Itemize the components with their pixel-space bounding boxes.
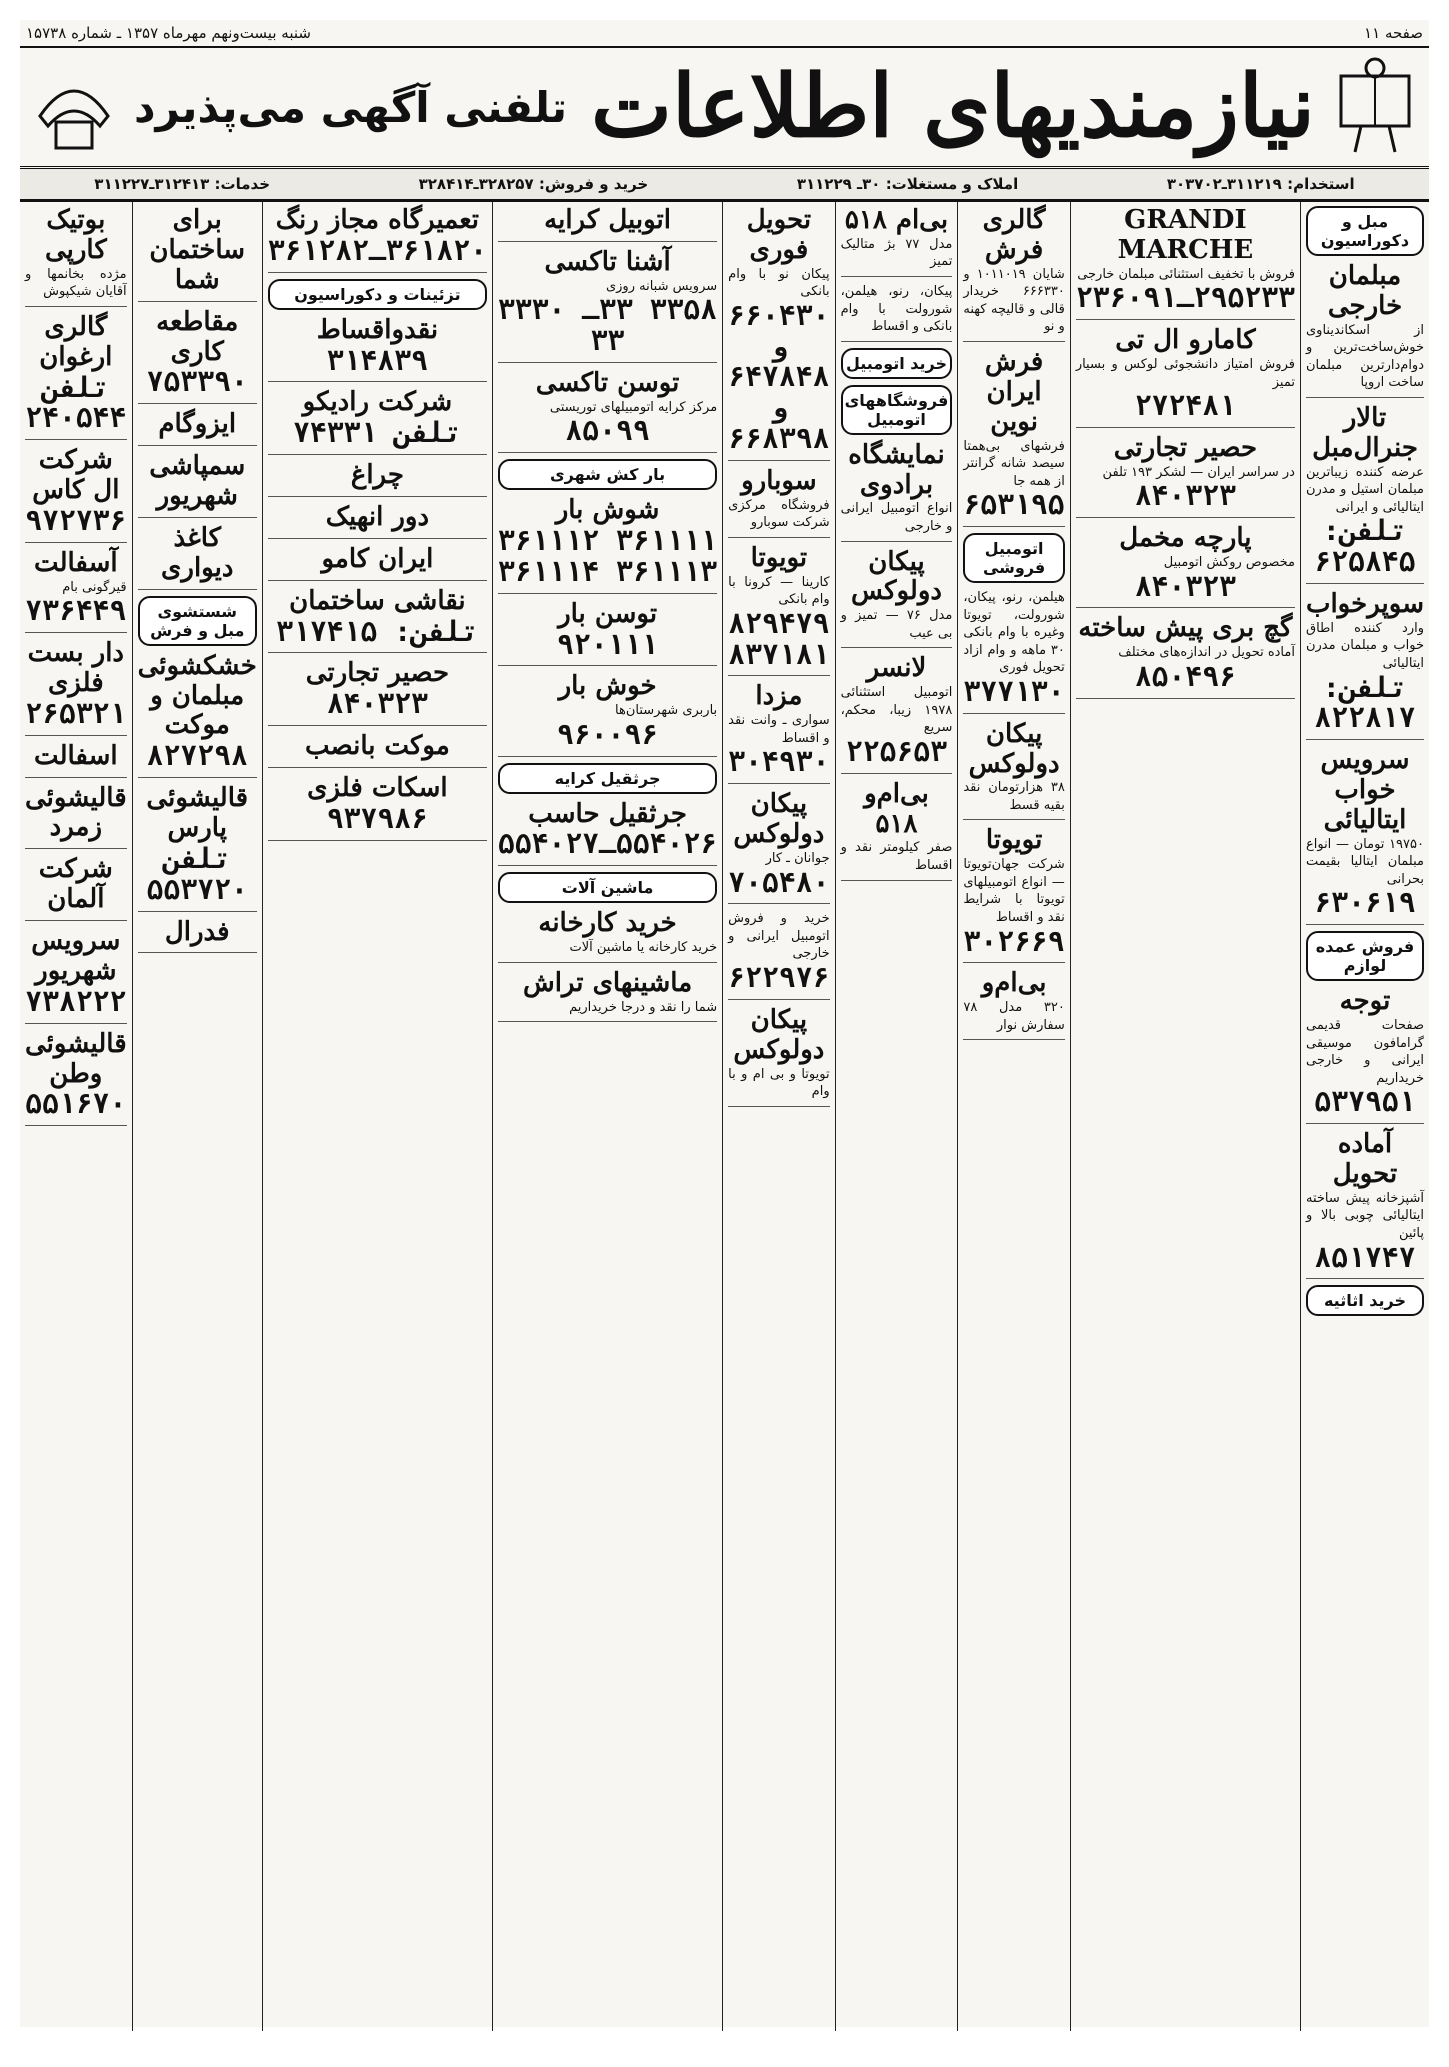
category-heading: اتومبیل فروشی [963,533,1064,583]
ad-phone: تلفن: ۸۲۲۸۱۷ [1314,670,1416,735]
classified-ad [268,545,487,581]
classified-ad [138,652,257,778]
phone-group: خرید و فروش: ۳۲۸۲۵۷ـ۳۲۸۴۱۴ [418,175,649,193]
ad-phone: ۹۲۰۱۱۱ [556,627,659,661]
ad-title: توسن تاکسی [535,367,680,398]
ad-body: فرشهای بی‌همتا سیصد شانه گرانتر از همه جا [963,438,1065,489]
classified-ad [841,780,953,881]
ad-title: برای ساختمان شما [149,205,246,295]
ad-body: جوانان ـ کار [765,850,830,866]
ad-body: مرکز کرایه اتومبیلهای توریستی [549,399,718,415]
classified-ad [138,918,257,954]
classified-ad [963,589,1064,714]
ad-phone: تلفن ۲۴۰۵۴۴ [25,370,127,435]
classified-ad [25,1030,127,1127]
ad-body: مژده بخانمها و آقایان شیکپوش [25,266,127,300]
classified-ad [963,826,1064,963]
ad-phone: ۸۴۰۳۲۳ [1134,479,1236,513]
ad-title: سوبارو [741,465,817,496]
ad-title: قالیشوئی زمرد [25,782,127,843]
classified-ad [728,1006,829,1107]
classified-ad [1306,746,1424,925]
ad-column [835,202,958,2031]
ad-column [722,202,834,2031]
ad-phone: ۸۵۰۴۹۶ [1134,659,1236,693]
ad-phone: ۷۰۵۴۸۰ [728,865,830,899]
classified-ad [841,654,953,773]
ad-column [20,202,132,2031]
ad-title: کامارو ال تی [1115,325,1256,356]
telephone-illustration-icon [30,56,118,156]
classified-ad [1076,614,1295,698]
classified-ad [498,248,717,363]
classified-ad [25,206,127,307]
ad-title: اسکات فلزی [307,773,448,803]
ad-phone: ۶۲۲۹۷۶ [728,960,830,994]
ad-body: شما را نقد و درجا خریداریم [569,999,718,1015]
ad-title: ایران کامو [321,543,434,574]
classified-ad [268,316,487,383]
ad-title: تویوتا [750,542,808,573]
classified-ad [498,969,717,1022]
ad-title: گچ بری پیش ساخته [1078,613,1293,644]
ad-body: انواع اتومبیل ایرانی و خارجی [840,501,953,534]
classified-ad [728,467,829,538]
ad-title: شرکت آلمان [38,854,113,915]
ad-title: تحویل فوری [746,205,812,265]
phone-bar [20,169,1429,202]
classified-ad [138,308,257,405]
ad-title: فدرال [164,916,230,947]
ad-body: پیکان، رنو، هیلمن، شورولت با وام بانکی و اقساط [840,283,953,335]
ad-body: عرضه کننده زیباترین مبلمان استیل و مدرن ایتالیائی و ایرانی [1305,464,1424,515]
ad-title: توسن بار [558,598,658,629]
classified-ad [498,800,717,867]
ad-body: ۳۲۰ مدل ۷۸ سفارش نوار [963,1000,1065,1033]
classified-ad [728,544,829,677]
ad-body: ۱۹۷۵۰ تومان — انواع مبلمان ایتالیا بقیمت بحرانی [1305,836,1424,887]
classified-ad [25,855,127,921]
ad-body: قیرگونی بام [62,579,127,595]
ad-title: بوتیک کارپی [44,205,107,265]
ad-column [492,202,722,2031]
classified-ad [841,441,953,542]
ad-title: موکت بانصب [305,731,450,762]
classified-ad [963,720,1064,821]
ad-phone: ۹۷۲۷۳۶ [25,504,127,538]
ad-body: خرید و فروش اتومبیل ایرانی و خارجی [728,911,830,962]
ad-title: خشکشوئی مبلمان و موکت [137,650,257,741]
ad-title: پیکان دولوکس [968,718,1060,779]
category-heading: تزئینات و دکوراسیون [268,279,487,310]
classified-ad [498,369,717,453]
ad-title: گالری فرش [982,205,1046,265]
ad-body: سواری ـ وانت نقد و اقساط [728,713,830,746]
classified-ad [25,549,127,633]
ad-phone: ۳۱۴۸۳۹ [326,343,428,377]
classified-ad [728,790,829,904]
ad-title: پیکان دولوکس [733,1004,825,1065]
ad-body: مدل ۷۷ بژ متالیک تمیز [840,236,953,270]
phone-group: املاک و مستغلات: ۳۰ـ ۳۱۱۲۲۹ [796,175,1019,193]
ad-body: آماده تحویل در اندازه‌های مختلف [1118,645,1295,661]
ad-title: سوپرخواب [1305,588,1424,619]
ad-body: در سراسر ایران — لشکر ۱۹۳ تلفن [1102,464,1295,480]
ad-title: حصیر تجارتی [305,658,450,689]
classified-ad [268,503,487,539]
ad-column [132,202,262,2031]
ad-column [1070,202,1300,2031]
classified-ad [25,639,127,736]
classified-ad [138,524,257,590]
ad-phone: ۳۶۱۸۲۰ـ۳۶۱۲۸۲ [267,233,487,267]
ad-title: ماشینهای تراش [522,967,693,998]
phone-group: خدمات: ۳۱۲۴۱۳ـ۳۱۱۲۲۷ [94,175,271,193]
ad-phone: ۸۵۱۷۴۷ [1314,1240,1416,1274]
classified-ad [25,446,127,543]
classified-ad [268,388,487,455]
ad-phone: ۷۵۳۳۹۰ [146,365,248,399]
ad-phone: ۷۳۸۲۲۲ [25,984,127,1018]
ad-title: بی‌ام‌و ۵۱۸ [864,778,929,839]
classified-ad [841,548,953,649]
ad-phone: ۵۵۴۰۲۶ـ۵۵۴۰۲۷ [497,827,718,861]
ad-title: دور انهیک [325,501,430,532]
classified-ad [1076,524,1295,608]
ad-column [262,202,492,2031]
classified-ad [841,283,953,342]
ad-body: فروش امتیاز دانشجوئی لوکس و بسیار تمیز [1075,357,1295,390]
ad-title: آشنا تاکسی [544,246,671,277]
date-line [20,20,1429,48]
ad-phone: تلفن ۵۵۳۷۲۰ [146,841,248,906]
category-heading: خرید اتومبیل [841,348,953,379]
classified-ad [1306,404,1424,584]
ad-title: چراغ [350,460,404,491]
ad-body: فروشگاه مرکزی شرکت سوبارو [728,497,830,531]
ad-phone: تلفن: ۶۲۵۸۴۵ [1314,514,1416,579]
ad-phone: ۹۶۰۰۹۶ [556,717,659,751]
ad-title: سرویس شهریور [31,926,121,986]
ad-phone: ۶۵۳۱۹۵ [963,488,1065,522]
ad-body: پیکان نو با وام بانکی [728,266,830,300]
ad-body: اتومبیل استثنائی ۱۹۷۸ زیبا، محکم، سریع [840,685,953,736]
ad-body: باربری شهرستان‌ها [615,703,718,719]
ad-title: گالری ارغوان [39,311,113,372]
classified-ad [498,600,717,667]
ad-phone: ۳۰۲۶۶۹ [963,924,1065,958]
ad-title: نمایشگاه برادوی [848,439,945,500]
ad-title: شرکت ال کاس [32,445,120,506]
ad-title: شرکت رادیکو [302,387,453,418]
ad-body: وارد کننده اطاق خواب و مبلمان مدرن ایتالیائی [1305,620,1424,671]
classified-ad [25,313,127,440]
ad-column [957,202,1069,2031]
masthead [20,48,1429,169]
ad-title: تویوتا [985,825,1043,856]
classified-ad [268,206,487,273]
phone-group: استخدام: ۳۱۱۲۱۹ـ۳۰۳۷۰۲ [1166,175,1355,193]
ad-title: نقدواقساط [316,314,439,345]
ad-phone: ۷۳۶۴۴۹ [25,594,127,628]
ad-body: از اسکاندیناوی خوش‌ساخت‌ترین و دوام‌دارترین مبلمان ساخت اروپا [1305,322,1424,391]
ad-title: قالیشوئی پارس [146,783,249,844]
ad-title: مقاطعه کاری [156,306,239,367]
ad-title: حصیر تجارتی [1113,432,1258,463]
ad-column [1300,202,1429,2031]
classified-ad [1076,326,1295,428]
classified-ad [1306,1130,1424,1279]
ad-phone: ۶۶۰۴۳۰ و ۶۴۷۸۴۸ و ۶۶۸۳۹۸ [728,298,830,456]
ad-phone: ۵۵۱۶۷۰ [25,1087,127,1121]
classified-ad [963,348,1064,527]
category-heading: خرید اثاثیه [1306,1285,1424,1316]
ad-title: مبلمان خارجی [1327,261,1403,321]
ad-title: توجه [1339,986,1391,1017]
ad-body: شایان ۱۰۱۱۰۱۹ و ۶۶۶۳۳۰ خریدار قالی و قالیچه کهنه و نو [963,266,1065,335]
ad-title: GRANDI MARCHE [1117,205,1254,265]
ad-body: سرویس شبانه روزی [605,278,718,294]
ad-phone: ۳۰۴۹۳۰ [728,745,830,779]
category-heading: بار کش شهری [498,459,717,490]
classified-ad [25,742,127,778]
ad-phone: ۹۳۷۹۸۶ [326,801,428,835]
ad-phone: تلفن: ۳۱۷۴۱۵ [276,614,479,648]
ad-phone: ۳۳۵۸ ۳۳ـ ۳۳۳۰ ۳۳ [497,293,718,358]
ad-phone: ۸۲۷۲۹۸ [146,739,248,773]
masthead-subtitle: تلفنی آگهی می‌پذیرد [134,82,568,132]
classified-ad [728,682,829,784]
ad-phone: ۲۲۵۶۵۳ [845,734,948,768]
ad-title: پارچه مخمل [1119,523,1252,554]
ad-title: تعمیرگاه مجاز رنگ [275,205,480,235]
ad-title: آسفالت [34,547,118,578]
ad-title: خرید کارخانه [538,908,677,939]
ad-title: دار بست فلزی [27,638,125,698]
classified-ad [268,774,487,841]
classified-ad [963,206,1064,342]
classified-ad [1306,590,1424,740]
ad-phone: ۲۶۵۳۲۱ [25,696,127,730]
classified-ad [138,410,257,446]
ad-body: مدل ۷۶ — تمیز و بی عیب [840,608,953,641]
ad-body: مخصوص روکش اتومبیل [1163,555,1295,571]
classified-ad [498,206,717,242]
classified-ad [138,784,257,911]
ad-phone: ۶۳۰۶۱۹ [1314,886,1416,920]
ad-body: تویوتا و بی ام و با وام [728,1066,830,1100]
category-heading: ماشین آلات [498,872,717,903]
category-heading: شستشوی مبل و فرش [138,596,257,646]
ad-title: ایزوگام [158,409,237,440]
classified-ad [1076,434,1295,518]
ad-title: شوش بار [555,495,660,526]
classified-ad [1076,206,1295,320]
reader-illustration-icon [1331,56,1419,156]
ad-body: کارینا — کرونا با وام بانکی [728,574,830,608]
ad-phone: ۸۲۹۴۷۹ ۸۳۷۱۸۱ [728,606,830,671]
classified-ad [498,909,717,962]
ad-title: اسفالت [34,740,118,771]
ad-title: تالار جنرال‌مبل [1312,402,1418,463]
ad-title: پیکان دولوکس [733,789,825,850]
classified-ad [841,206,953,277]
newspaper-section-title: نیازمندیهای اطلاعات [591,56,1315,157]
ad-body: خرید کارخانه یا ماشین آلات [569,940,718,956]
classified-ad [268,587,487,654]
ad-title: خوش بار [558,671,657,702]
category-heading: فروش عمده لوازم [1306,931,1424,981]
ad-body: هیلمن، رنو، پیکان، شورولت، تویوتا وغیره با وام بانکی ۳۰ ماهه و وام ازاد تحویل فوری [963,590,1065,676]
ad-title: نقاشی ساختمان [289,585,466,616]
classified-ad [728,206,829,461]
ad-body: شرکت جهان‌تویوتا — انواع اتومبیلهای تویوتا با شرایط نقد و اقساط [963,857,1065,926]
classified-ad [1306,987,1424,1124]
ad-title: آماده تحویل [1332,1129,1398,1189]
newspaper-page [20,20,1429,2027]
classified-ad [138,206,257,302]
classified-ad [25,927,127,1024]
ad-body: آشپزخانه پیش ساخته ایتالیائی چوبی بالا و پائین [1305,1190,1424,1241]
ad-phone: تلفن ۷۴۳۳۱ [293,416,462,450]
ad-phone: ۸۵۰۹۹ [565,414,650,448]
ad-title: سرویس خواب ایتالیائی [1320,745,1410,835]
category-heading: جرثقیل کرایه [498,763,717,794]
classified-ad [498,496,717,593]
ad-body: ۳۸ هزارتومان نقد بقیه قسط [963,780,1065,813]
ad-phone: ۸۴۰۳۲۳ [326,687,428,721]
classified-ad [138,452,257,518]
ad-phone: ۳۷۷۱۳۰ [963,674,1065,708]
ad-title: مزدا [755,681,803,712]
ad-phone: ۲۹۵۲۳۳ـ۲۳۶۰۹۱ [1075,281,1295,315]
ad-title: لانسر [866,653,927,684]
classified-columns [20,202,1429,2031]
ad-title: اتوبیل کرایه [544,205,671,235]
classified-ad [268,732,487,768]
ad-phone: ۸۴۰۳۲۳ [1134,569,1236,603]
ad-title: سمپاشی شهریور [149,451,246,512]
ad-body: فروش با تخفیف استثنائی مبلمان خارجی [1077,266,1295,282]
classified-ad [728,910,829,999]
ad-phone: ۵۳۷۹۵۱ [1314,1085,1416,1119]
ad-body: صفحات قدیمی گرامافون موسیقی ایرانی و خارجی خریداریم [1305,1018,1424,1086]
classified-ad [268,461,487,497]
ad-body: صفر کیلومتر نقد و اقساط [840,840,953,874]
page-label: صفحه ۱۱ [1364,24,1423,42]
classified-ad [498,672,717,756]
classified-ad [1306,262,1424,398]
ad-title: فرش ایران نوین [984,346,1044,437]
ad-title: قالیشوئی وطن [25,1028,127,1089]
ad-title: جرثقیل حاسب [528,798,687,829]
ad-title: بی‌ام ۵۱۸ [844,205,949,235]
ad-phone: ۲۷۲۴۸۱ [1134,389,1236,423]
ad-title: کاغذ دیواری [161,522,234,583]
classified-ad [963,969,1064,1040]
ad-phone: ۳۶۱۱۱۱ ۳۶۱۱۱۲ ۳۶۱۱۱۳ ۳۶۱۱۱۴ [497,524,718,588]
ad-title: پیکان دولوکس [850,546,942,607]
ad-title: بی‌ام‌و [981,968,1047,999]
classified-ad [25,784,127,850]
category-heading: مبل و دکوراسیون [1306,206,1424,256]
issue-date: شنبه بیست‌ونهم مهرماه ۱۳۵۷ ـ شماره ۱۵۷۳۸ [26,24,311,42]
category-heading: فروشگاههای اتومبیل [841,385,953,435]
classified-ad [268,659,487,726]
